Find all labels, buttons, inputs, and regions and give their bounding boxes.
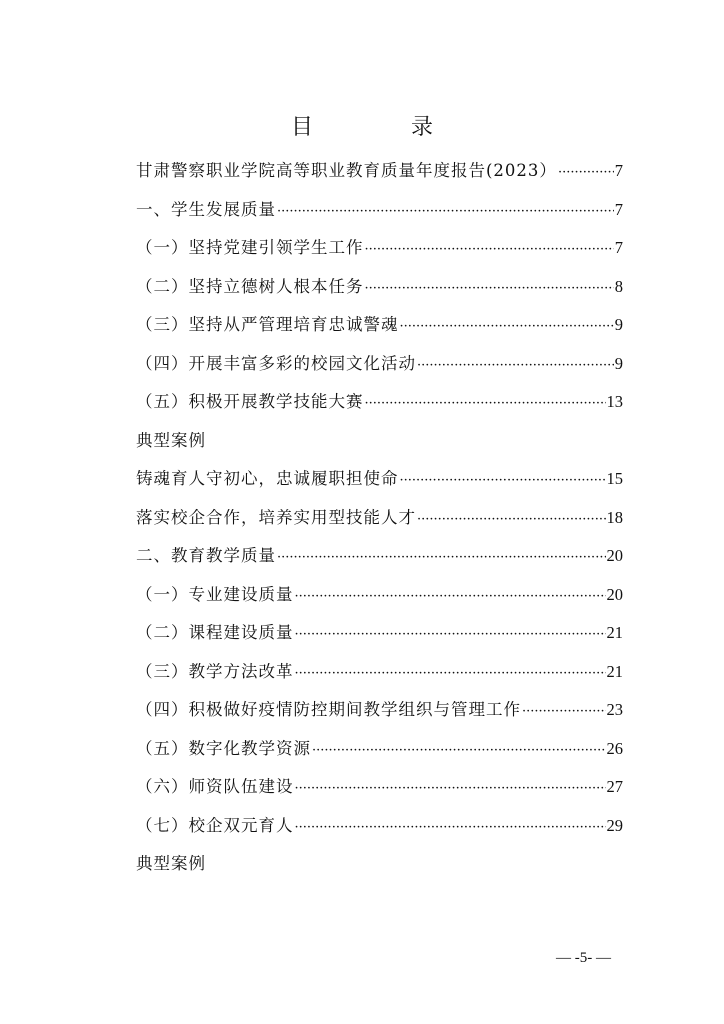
toc-entry-label: （四）开展丰富多彩的校园文化活动 xyxy=(136,353,416,373)
toc-heading-label: 典型案例 xyxy=(136,430,206,450)
toc-leader-dots xyxy=(365,242,614,257)
toc-entry-page: 20 xyxy=(606,584,623,604)
toc-leader-dots xyxy=(417,358,614,373)
page-number: — -5- — xyxy=(556,950,611,966)
toc-leader-dots xyxy=(365,281,614,296)
toc-entry[interactable] xyxy=(136,273,623,312)
toc-entry-page: 9 xyxy=(614,353,623,373)
toc-entry-label: （七）校企双元育人 xyxy=(136,815,294,835)
toc-entry[interactable] xyxy=(136,581,623,620)
toc-entry[interactable] xyxy=(136,773,623,812)
toc-leader-dots xyxy=(295,781,606,796)
toc-entry[interactable] xyxy=(136,388,623,427)
toc-entry-label: （六）师资队伍建设 xyxy=(136,777,294,796)
toc-entry-page: 9 xyxy=(614,315,623,334)
toc-leader-dots xyxy=(400,319,614,334)
toc-section-heading xyxy=(136,427,623,466)
toc-entry-label: （二）课程建设质量 xyxy=(136,623,294,642)
toc-entry[interactable] xyxy=(136,234,623,273)
toc-entry-page: 21 xyxy=(606,623,623,642)
toc-entry-page: 20 xyxy=(606,546,623,565)
toc-entry-page: 15 xyxy=(606,469,623,488)
toc-leader-dots xyxy=(295,589,606,604)
toc-entry[interactable] xyxy=(136,350,623,389)
toc-entry[interactable] xyxy=(136,542,623,581)
toc-entry[interactable] xyxy=(136,735,623,774)
toc-heading-label: 典型案例 xyxy=(136,854,206,873)
toc-entry-page: 7 xyxy=(614,199,623,219)
toc-leader-dots xyxy=(277,204,614,219)
toc-entry-label: 一、学生发展质量 xyxy=(136,199,276,219)
toc-entry-label: （三）教学方法改革 xyxy=(136,661,294,681)
toc-entry-label: （四）积极做好疫情防控期间教学组织与管理工作 xyxy=(136,700,521,719)
toc-entry-label: 二、教育教学质量 xyxy=(136,546,276,565)
table-of-contents xyxy=(136,157,623,889)
toc-entry-label: （一）专业建设质量 xyxy=(136,584,294,604)
toc-entry[interactable] xyxy=(136,619,623,658)
toc-entry-label: （五）积极开展教学技能大赛 xyxy=(136,392,364,411)
toc-entry-page: 29 xyxy=(606,815,623,835)
toc-entry-label: 落实校企合作，培养实用型技能人才 xyxy=(136,507,416,527)
toc-entry[interactable] xyxy=(136,157,623,196)
toc-entry[interactable] xyxy=(136,196,623,235)
toc-entry-page: 23 xyxy=(606,700,623,719)
toc-leader-dots xyxy=(312,743,606,758)
toc-entry[interactable] xyxy=(136,311,623,350)
toc-entry[interactable] xyxy=(136,504,623,543)
toc-entry-page: 27 xyxy=(606,777,623,796)
toc-section-heading xyxy=(136,850,623,889)
toc-leader-dots xyxy=(295,666,606,681)
toc-entry[interactable] xyxy=(136,658,623,697)
toc-entry[interactable] xyxy=(136,696,623,735)
toc-entry[interactable] xyxy=(136,812,623,851)
toc-title: 目 录 xyxy=(290,115,471,140)
toc-leader-dots xyxy=(558,165,614,180)
toc-leader-dots xyxy=(522,704,606,719)
toc-entry-label: （三）坚持从严管理培育忠诚警魂 xyxy=(136,315,399,334)
toc-entry[interactable] xyxy=(136,465,623,504)
toc-entry-page: 13 xyxy=(606,392,623,411)
toc-entry-page: 21 xyxy=(606,661,623,681)
toc-leader-dots xyxy=(400,473,606,488)
toc-entry-label: 甘肃警察职业学院高等职业教育质量年度报告(2023） xyxy=(136,161,557,180)
toc-entry-label: （五）数字化教学资源 xyxy=(136,738,311,758)
toc-entry-page: 26 xyxy=(606,738,623,758)
toc-entry-label: 铸魂育人守初心，忠诚履职担使命 xyxy=(136,469,399,488)
toc-entry-label: （一）坚持党建引领学生工作 xyxy=(136,238,364,257)
toc-leader-dots xyxy=(365,396,606,411)
toc-entry-page: 18 xyxy=(606,507,623,527)
toc-entry-page: 7 xyxy=(614,161,623,180)
toc-leader-dots xyxy=(417,512,606,527)
toc-leader-dots xyxy=(295,627,606,642)
toc-leader-dots xyxy=(295,820,606,835)
toc-entry-page: 7 xyxy=(614,238,623,257)
toc-leader-dots xyxy=(277,550,606,565)
toc-entry-label: （二）坚持立德树人根本任务 xyxy=(136,276,364,296)
toc-entry-page: 8 xyxy=(614,276,623,296)
